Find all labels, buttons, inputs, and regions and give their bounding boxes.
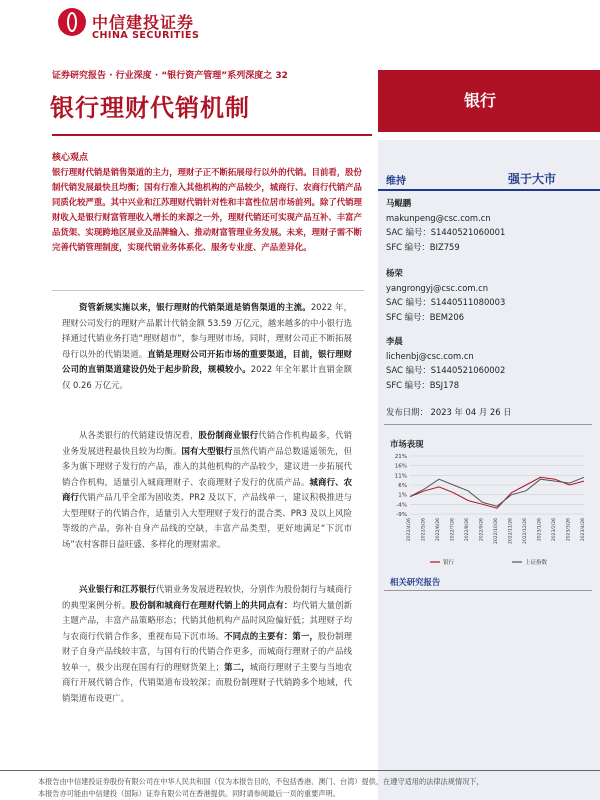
rating-label: 维持: [386, 176, 406, 187]
core-view-label: 核心观点: [52, 153, 89, 163]
section-divider: [52, 290, 364, 291]
rating-bar: [378, 167, 600, 191]
x-tick-label: 2022/9/26: [479, 518, 485, 542]
x-tick-label: 2023/4/26: [581, 518, 586, 542]
p3-bold: 兴业银行和江苏银行: [79, 584, 156, 594]
analyst-sac: SAC 编号：S1440521060002: [386, 365, 506, 375]
x-tick-label: 2023/2/26: [552, 518, 557, 542]
x-tick-label: 2022/5/26: [421, 518, 427, 542]
y-tick-label: 16%: [394, 463, 407, 470]
legend-label: 银行: [443, 560, 455, 566]
analyst-name: 李晨: [386, 336, 403, 346]
core-view-text: 银行理财代销是销售渠道的主力，理财子正不断拓展母行以外的代销。目前看，股份制代销发展最快且均衡；国有行准入其他机构的产品较少，城商行、农商行代销产品同质化较严重。其中兴业和江苏理财代销针对性和丰富性位居市场前列。除了代销理财收入是银行财富管理收入增长的来源之一外，理财代销还可实现产品互补、丰富产品货架、实现跨地区展业及品牌输入、推动财富管理业务发展。未来，理财子需不断完善代销管理制度，实现代销业务体系化、服务专业度、产品差异化。: [52, 167, 362, 252]
x-tick-label: 2022/12/26: [523, 518, 528, 544]
p2-text-4: 代销产品几乎全部为固收类、PR2 及以下，产品线单一，建议积极推进与大型理财子的代销合作，适量引入大型理财子发行的混合类、PR3 及以上风险等级的产品，弥补自身产品线的空缺，丰富产品类型，更好地满足“下沉市场”农村客群日益旺盛、多样化的理财需求。: [62, 492, 353, 549]
analyst-name: 杨荣: [386, 268, 403, 278]
x-tick-label: 2022/4/26: [407, 518, 412, 542]
p3-bold-4: 第二，: [224, 661, 250, 672]
analyst-block-1: [386, 196, 505, 254]
analyst-name: 马鲲鹏: [386, 198, 412, 208]
body-paragraph-1: [62, 300, 352, 393]
p2-bold-2: 国有大型银行: [181, 445, 233, 456]
x-tick-label: 2022/11/26: [508, 518, 514, 544]
sector-label: 银行: [464, 91, 497, 110]
analyst-sfc: SFC 编号：BSJ178: [386, 379, 460, 390]
brand-logo-icon: [58, 8, 86, 36]
body-paragraph-3: [62, 582, 352, 706]
report-type: 证券研究报告 · 行业深度 · “银行资产管理”系列深度之 32: [52, 71, 288, 81]
y-tick-label: 21%: [394, 454, 407, 460]
y-tick-label: 6%: [398, 483, 407, 489]
x-tick-label: 2022/7/26: [450, 518, 456, 542]
p1-text-2: 2022 年全年累计直销金额仅 0.26 万亿元。: [62, 364, 353, 390]
footer-disclaimer: [38, 776, 598, 800]
p2-bold: 股份制商业银行: [198, 430, 259, 440]
p3-bold-3: 不同点的主要有：第一，: [224, 630, 319, 641]
p3-bold-2: 股份制和城商行在理财代销上的共同点有：: [130, 599, 293, 610]
x-tick-label: 2022/10/26: [494, 518, 499, 544]
analyst-sac: SAC 编号：S1440521060001: [386, 227, 506, 237]
market-performance-chart: [384, 448, 592, 570]
y-tick-label: 1%: [398, 492, 407, 499]
series-line-1: [410, 477, 584, 506]
analyst-block-3: [386, 334, 505, 392]
analyst-sfc: SFC 编号：BEM206: [386, 311, 465, 322]
date-divider: [384, 424, 592, 425]
brand-name-cn: 中信建投证券: [92, 13, 195, 32]
y-tick-label: -4%: [396, 502, 407, 509]
related-divider: [384, 590, 592, 591]
brand-name-en: CHINA SECURITIES: [92, 30, 200, 41]
title-divider: [52, 134, 372, 136]
footer-line-2: 本报告亦可能由中信建投（国际）证券有限公司在香港提供。同时请参阅最后一页的重要声明。: [38, 789, 340, 798]
publish-date: 发布日期： 2023 年 04 月 26 日: [386, 407, 512, 417]
related-reports-label: 相关研究报告: [390, 577, 441, 587]
p3-text-3: 股份制理财子自身产品线较丰富，与国有行的代销合作更多，而城商行理财子的产品线较单一，极少出现在国有行的理财货架上；: [62, 630, 353, 672]
y-tick-label: -9%: [396, 512, 407, 518]
analyst-sac: SAC 编号：S1440511080003: [386, 297, 506, 307]
x-tick-label: 2023/1/26: [537, 518, 543, 542]
p2-text-3: 虽然代销产品总数遥遥领先，但多为旗下理财子发行的产品，准入的其他机构的产品较少，建议进一步拓展代销合作机构，适量引入城商理财子、农商理财子发行的优质产品。: [62, 445, 353, 487]
legend-label: 上证指数: [525, 560, 548, 566]
x-tick-label: 2022/6/26: [436, 518, 441, 542]
rating-value: 强于大市: [508, 172, 557, 186]
analyst-email[interactable]: makunpeng@csc.com.cn: [386, 212, 491, 223]
p3-text-4: 城商行理财子主要与当地农商行开展代销合作，代销渠道布设较深；而股份制理财子代销跨多个地域，代销渠道布设更广。: [62, 661, 353, 703]
p1-bold-2: 直销是理财公司开拓市场的重要渠道，目前，银行理财公司的直销渠道建设仍处于起步阶段，规模较小。: [62, 348, 353, 374]
p2-text-2: 代销合作机构最多，代销业务发展进程最快且较为均衡。: [62, 430, 353, 456]
x-tick-label: 2023/3/26: [566, 518, 572, 542]
analyst-sfc: SFC 编号：BIZ759: [386, 241, 460, 252]
p1-bold: 资管新规实施以来，银行理财的代销渠道是销售渠道的主流。: [79, 302, 311, 312]
footer-divider: [0, 770, 600, 771]
p2-text: 从各类银行的代销建设情况看，: [79, 430, 199, 440]
x-tick-label: 2022/8/26: [465, 518, 470, 542]
market-performance-label: 市场表现: [390, 439, 424, 449]
analyst-email[interactable]: lichenbj@csc.com.cn: [386, 350, 474, 361]
footer-line-1: 本报告由中信建投证券股份有限公司在中华人民共和国（仅为本报告目的，不包括香港、澳门、台湾）提供，在遵守适用的法律法规情况下，: [38, 777, 484, 786]
analyst-block-2: [386, 266, 505, 324]
p2-bold-3: 城商行、农商行: [62, 476, 353, 502]
analyst-email[interactable]: yangrongyj@csc.com.cn: [386, 282, 489, 293]
page-title: 银行理财代销机制: [50, 94, 250, 122]
p3-text-2: 均代销大量创新主题产品，丰富产品策略形态；代销其他机构产品时风险偏好低；其理财子均与农商行代销合作多，重视布局下沉市场。: [62, 599, 353, 641]
p3-text: 代销业务发展进程较快，分别作为股份制行与城商行的典型案例分析。: [62, 584, 352, 610]
p1-text: 2022 年，理财公司发行的理财产品累计代销金额 53.59 万亿元，越来越多的中小银行选择通过代销业务打造“理财超市”，参与理财市场。同时，理财公司正不断拓展母行以外的代销渠道。: [62, 302, 352, 359]
y-tick-label: 11%: [394, 473, 407, 480]
body-paragraph-2: [62, 428, 352, 552]
